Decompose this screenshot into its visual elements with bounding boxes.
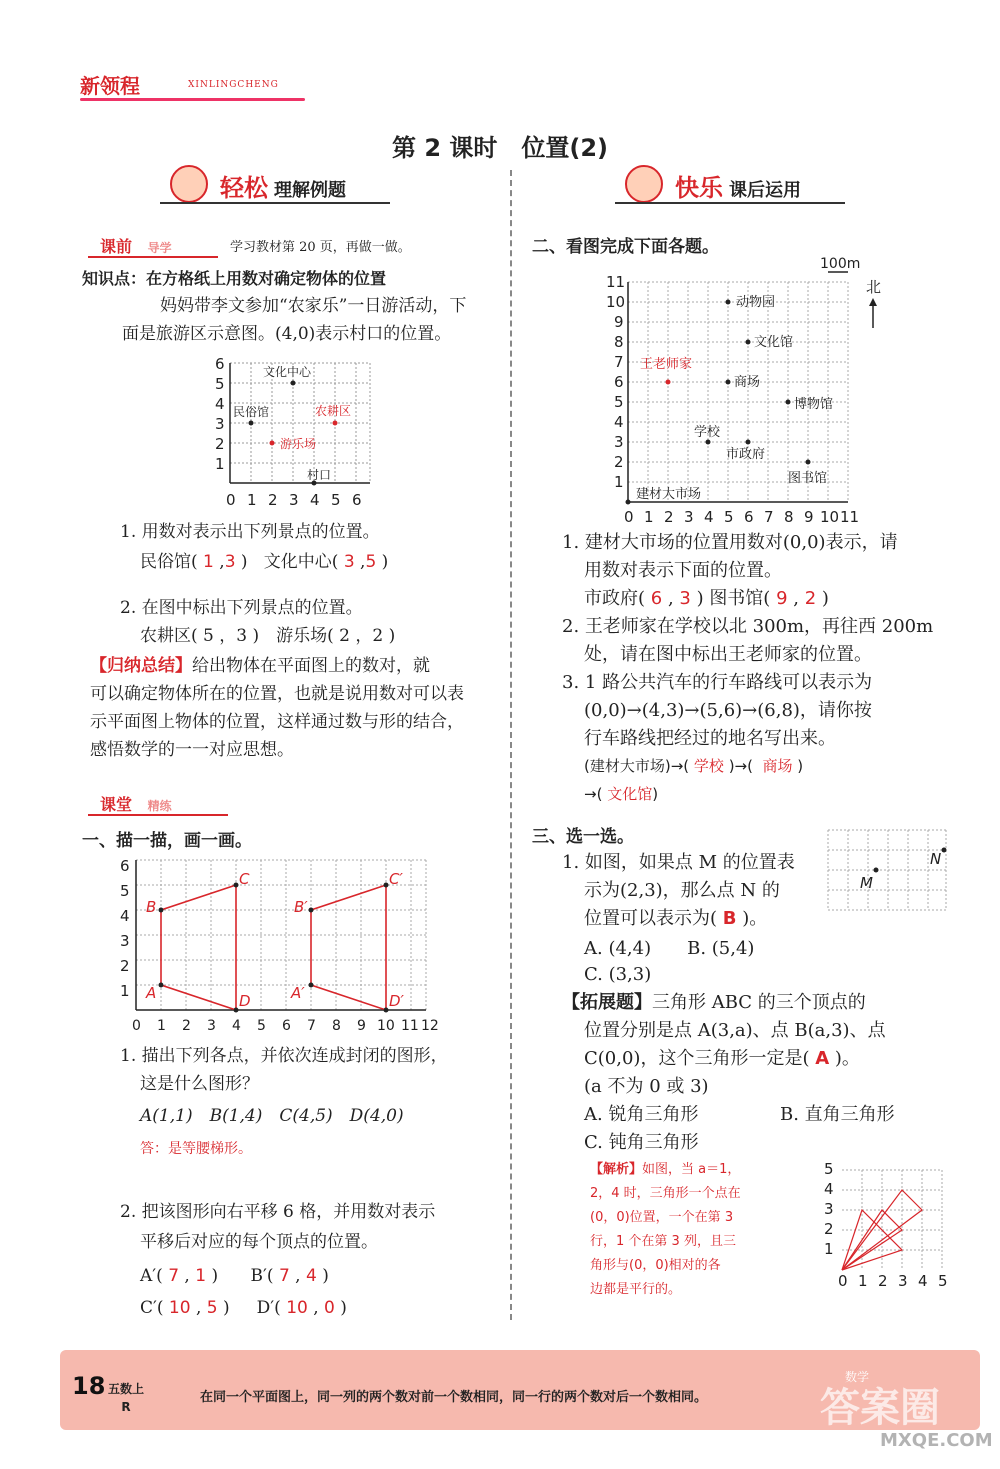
tag-underline [88,814,228,816]
route-answer: (建材大市场)→( 学校 )→( 商场 ) [584,757,804,775]
brand-subtitle: XINLINGCHENG [188,80,279,90]
vertex-label: A [146,984,157,1002]
x-tick: 4 [232,1018,241,1034]
y-tick: 1 [824,1240,834,1258]
class-tag [100,792,172,815]
point-mall [726,380,731,385]
p1-question-2: 平移后对应的每个顶点的位置。 [140,1232,378,1252]
tag-underline [88,256,218,258]
y-tick: 5 [120,882,130,900]
x-tick: 2 [268,491,278,509]
point-playground [270,441,275,446]
answer-line: 民俗馆( 1 ,3 ) 文化中心( 3 ,5 ) [140,552,389,572]
x-tick: 5 [938,1272,948,1290]
map-label: 游乐场 [280,437,317,451]
section-big: 轻松 [220,174,268,202]
x-tick: 3 [289,491,299,509]
answer-value: 7 [278,1266,290,1286]
summary-line: 给出物体在平面图上的数对，就 [192,656,430,676]
point-folk-museum [249,421,254,426]
route-start: (建材大市场)→( [584,757,690,775]
x-tick: 6 [352,491,362,509]
part-1-title: 一、描一描，画一画。 [82,831,252,851]
map-label: 文化中心 [263,365,312,379]
s-question-2: (a 不为 0 或 3) [584,1076,709,1097]
y-tick: 11 [606,273,626,291]
p1-question-2: 2. 把该图形向右平移 6 格，并用数对表示 [120,1202,436,1222]
answer-label: 市政府( [584,588,646,609]
r-answer-line: 市政府( 6 , 3 ) 图书馆( 9 , 2 ) [584,588,829,609]
prime-answers: A′( 7 , 1 ) B′( 7 , 4 ) [140,1266,329,1286]
watermark-url: MXQE.COM [880,1430,993,1451]
y-tick: 4 [614,413,624,431]
brand-underline [80,98,305,101]
x-tick: 10 [820,508,840,526]
answer-label: B′( [250,1266,274,1286]
point-museum [786,400,791,405]
trapezoid-grid [108,852,448,1037]
north-label: 北 [866,278,882,296]
triangle-2 [842,1210,902,1270]
map-label: 市政府 [726,447,766,462]
answer-label: 民俗馆( [140,552,198,572]
r-question-3: (0,0)→(4,3)→(5,6)→(6,8)，请你按 [584,700,872,721]
y-tick: 3 [215,415,225,433]
answer-label: A′( [140,1266,163,1286]
y-tick: 6 [614,373,624,391]
vertex-label: A′ [291,984,305,1002]
x-tick: 1 [247,491,257,509]
y-tick: 6 [120,857,130,875]
x-tick: 12 [421,1018,439,1034]
prime-answers: C′( 10 , 5 ) D′( 10 , 0 ) [140,1298,347,1318]
r-question-1: 用数对表示下面的位置。 [584,560,782,581]
x-tick: 5 [331,491,341,509]
answer-label: 文化中心( [263,552,339,572]
page-number: 18 [72,1372,106,1400]
grade-badge [108,1380,144,1416]
answer-value: 3 [224,552,236,572]
y-tick: 3 [120,932,130,950]
x-tick: 8 [784,508,794,526]
analysis-line: 如图，当 a＝1， [642,1162,741,1177]
answer-value: 2 [804,588,817,609]
y-tick: 2 [824,1220,834,1238]
x-tick: 5 [724,508,734,526]
route-answer-value: 商场 [762,757,793,775]
route-answer-value: 学校 [693,757,724,775]
map-label: 图书馆 [788,471,828,486]
y-tick: 4 [215,395,225,413]
map-label: 建材大市场 [636,487,702,502]
answer-value: 4 [305,1266,317,1286]
part-3-title: 三、选一选。 [532,827,634,847]
y-tick: 4 [120,907,130,925]
map-label: 博物馆 [794,397,834,412]
s2-option: A. 锐角三角形 [584,1104,699,1125]
x-tick: 3 [898,1272,908,1290]
intro-line: 妈妈带李文参加“农家乐”一日游活动，下 [160,296,467,316]
x-tick: 9 [804,508,814,526]
summary-line: 示平面图上物体的位置，这样通过数与形的结合， [90,712,464,732]
s1-options: A. (4,4) B. (5,4) [584,938,755,959]
answer-text: 答：是等腰梯形。 [140,1141,252,1157]
triangle-1 [842,1210,902,1270]
x-tick: 0 [226,491,236,509]
analysis-line: 角形与(0，0)相对的各 [590,1258,721,1273]
x-tick: 2 [878,1272,888,1290]
point-market [626,500,631,505]
y-tick: 1 [120,982,130,1000]
vertex-label: D [239,992,251,1010]
y-tick: 5 [824,1160,834,1178]
x-tick: 10 [377,1018,395,1034]
column-divider [510,170,512,1320]
answer-value: 0 [324,1298,335,1318]
map-label: 学校 [694,425,721,440]
kid-icon [170,165,208,203]
question-text: 位置可以表示为( [584,908,718,929]
y-tick: 3 [614,433,624,451]
x-tick: 2 [182,1018,191,1034]
analysis-line: (0，0)位置，一个在第 3 [590,1210,734,1225]
question-2-line: 农耕区( 5 ，3 ) 游乐场( 2 ，2 ) [140,626,396,646]
y-tick: 7 [614,353,624,371]
vertex-label: B′ [294,898,308,916]
point-zoo [726,300,731,305]
pre-tag-label: 课前 [100,237,133,256]
summary-line: 可以确定物体所在的位置，也就是说用数对可以表 [90,684,464,704]
answer-value: 1 [203,552,214,572]
route-arrow: →( [584,785,603,803]
point-label: M [860,874,873,892]
r-question-2: 处，请在图中标出王老师家的位置。 [584,644,872,665]
x-tick: 7 [307,1018,316,1034]
pre-tag-sub: 导学 [147,241,172,255]
y-tick: 5 [215,375,225,393]
point-m [874,868,879,873]
answer-value: 3 [343,552,355,572]
x-tick: 1 [157,1018,166,1034]
triangle-mini-grid [822,1154,962,1294]
y-tick: 3 [824,1200,834,1218]
y-tick: 10 [606,293,626,311]
x-tick: 4 [310,491,320,509]
edition-label: R [121,1400,131,1414]
y-tick: 4 [824,1180,834,1198]
s2-option: C. 钝角三角形 [584,1132,699,1153]
answer-value: 10 [168,1298,191,1318]
y-tick: 6 [215,355,225,373]
section-big: 快乐 [675,174,723,202]
x-tick: 9 [357,1018,366,1034]
subject-label: 数学 [845,1370,870,1384]
y-tick: 8 [614,333,624,351]
answer-label: D′( [256,1298,281,1318]
answer-value: 5 [365,552,377,572]
x-tick: 2 [664,508,674,526]
x-tick: 6 [744,508,754,526]
scale-label: 100m [820,256,861,272]
map-label: 商场 [734,375,761,390]
question-text: C(0,0)，这个三角形一定是( [584,1048,810,1069]
vertex-label: D′ [389,992,404,1010]
mn-grid [826,826,951,918]
x-tick: 0 [838,1272,848,1290]
y-tick: 2 [120,957,130,975]
knowledge-point: 知识点：在方格纸上用数对确定物体的位置 [82,269,387,288]
s1-options: C. (3,3) [584,964,652,985]
map-label: 动物园 [736,295,776,310]
s-question-2: 位置分别是点 A(3,a)、点 B(a,3)、点 [584,1020,886,1041]
answer-label: 图书馆( [709,588,771,609]
x-tick: 1 [644,508,654,526]
answer-value: 7 [168,1266,180,1286]
answer-value: A [815,1048,830,1069]
watermark: 答案圈 [820,1385,940,1431]
analysis-line: 2，4 时，三角形一个点在 [590,1186,741,1201]
footer-tip: 在同一个平面图上，同一列的两个数对前一个数相同，同一行的两个数对后一个数相同。 [200,1390,708,1405]
answer-value: 6 [650,588,663,609]
r-question-3: 3. 1 路公共汽车的行车路线可以表示为 [562,672,873,693]
r-question-2: 2. 王老师家在学校以北 300m，再往西 200m [562,616,934,637]
x-tick: 7 [764,508,774,526]
answer-value: 5 [206,1298,218,1318]
intro-line: 面是旅游区示意图。(4,0)表示村口的位置。 [122,324,452,344]
vertex-label: C′ [389,870,403,888]
question-1: 1. 用数对表示出下列景点的位置。 [120,522,380,542]
answer-value: B [722,908,737,929]
section-small: 理解例题 [274,180,346,201]
question-text: 三角形 ABC 的三个顶点的 [652,992,866,1013]
point-culture-center [291,381,296,386]
pre-class-tag [100,234,172,257]
extension-tag: 【拓展题】 [562,992,652,1013]
map-label: 文化馆 [754,335,794,350]
y-tick: 1 [215,455,225,473]
answer-value: 10 [286,1298,308,1318]
point-library [806,460,811,465]
summary-tag: 【归纳总结】 [90,656,192,676]
trapezoid-translated [311,885,386,1010]
x-tick: 3 [684,508,694,526]
section-underline [160,202,390,204]
x-tick: 6 [282,1018,291,1034]
answer-value: 9 [776,588,788,609]
y-tick: 5 [614,393,624,411]
brand-logo: 新领程 [80,74,140,98]
y-tick: 2 [614,453,624,471]
tourism-map-grid [205,355,385,515]
kid-icon [625,165,663,203]
analysis-block [590,1158,741,1302]
point-farm-area [333,421,338,426]
point-school [706,440,711,445]
left-section-header [220,168,346,203]
y-tick: 1 [614,473,624,491]
x-tick: 1 [858,1272,868,1290]
r-question-3: 行车路线把经过的地名写出来。 [584,728,836,749]
p1-question-1: 1. 描出下列各点，并依次连成封闭的图形， [120,1046,448,1066]
class-tag-sub: 精练 [147,799,172,813]
right-section-header [675,168,801,203]
map-label: 民俗馆 [233,405,270,419]
s-question-2 [562,988,866,1018]
question-2: 2. 在图中标出下列景点的位置。 [120,598,363,618]
section-small: 课后运用 [729,180,801,201]
x-tick: 4 [918,1272,928,1290]
point-city-hall [746,440,751,445]
x-tick: 5 [257,1018,266,1034]
answer-value: 3 [679,588,691,609]
route-answer-value: 文化馆 [607,785,653,803]
x-tick: 4 [704,508,714,526]
summary-line: 感悟数学的一一对应思想。 [90,740,294,760]
s-question-1: 1. 如图，如果点 M 的位置表 [562,852,795,873]
y-tick: 2 [215,435,225,453]
analysis-tag: 【解析】 [590,1162,643,1177]
x-tick: 3 [207,1018,216,1034]
summary-block [90,652,500,680]
map-label: 农耕区 [315,404,352,418]
city-map-grid [596,250,886,530]
grade-label: 五数上 [108,1382,145,1396]
class-tag-label: 课堂 [100,795,133,814]
r-question-1: 1. 建材大市场的位置用数对(0,0)表示，请 [562,532,898,553]
point-list: A(1,1) B(1,4) C(4,5) D(4,0) [140,1106,404,1126]
map-label: 村口 [307,468,332,482]
s2-option: B. 直角三角形 [780,1104,895,1125]
point-n [942,848,947,853]
answer-label: C′( [140,1298,164,1318]
s-question-1: 示为(2,3)，那么点 N 的 [584,880,780,901]
s-question-2: C(0,0)，这个三角形一定是( A )。 [584,1048,860,1069]
point-teacher-home [666,380,671,385]
pre-note: 学习教材第 20 页，再做一做。 [230,240,411,255]
x-tick: 0 [132,1018,141,1034]
vertex-label: B [146,898,157,916]
p1-question-1: 这是什么图形？ [140,1074,259,1094]
lesson-title: 第 2 课时 位置(2) [391,134,609,162]
s-question-1: 位置可以表示为( B )。 [584,908,768,929]
x-tick: 11 [401,1018,419,1034]
analysis-line: 边都是平行的。 [590,1282,682,1297]
map-label: 王老师家 [640,357,693,372]
point-culture-hall [746,340,751,345]
vertex-label: C [239,870,250,888]
analysis-line: 行，1 个在第 3 列，且三 [590,1234,736,1249]
trapezoid-abcd [161,885,236,1010]
x-tick: 0 [624,508,634,526]
x-tick: 11 [840,508,860,526]
section-underline [615,202,845,204]
x-tick: 8 [332,1018,341,1034]
part-2-title: 二、看图完成下面各题。 [532,237,719,257]
route-answer: →( 文化馆) [584,785,659,803]
answer-value: 1 [195,1266,207,1286]
point-label: N [930,850,942,868]
y-tick: 9 [614,313,624,331]
